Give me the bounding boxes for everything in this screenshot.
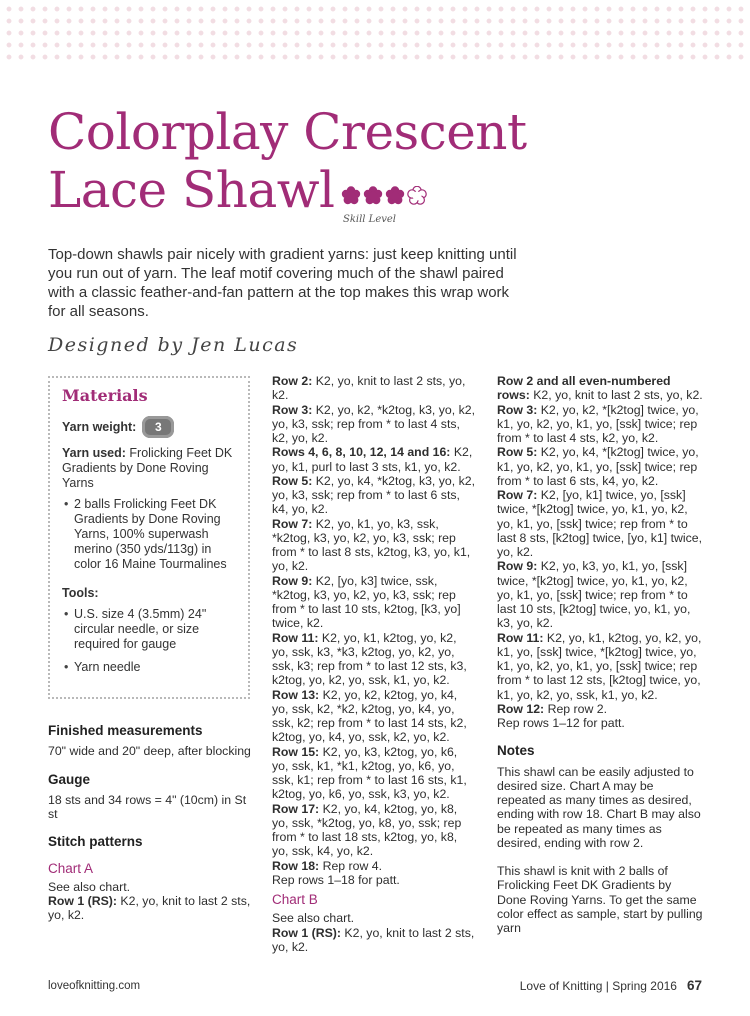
row-label: Row 17:	[272, 801, 320, 816]
yarn-used-value: Frolicking Feet DK Gradients by Done Roving Yarns	[62, 446, 233, 490]
row-label: Row 1 (RS):	[48, 894, 117, 908]
row-text: Rep row 2.	[544, 701, 608, 716]
row-text: K2, yo, k2, *[k2tog] twice, yo, k1, yo, k2, yo, k1, yo, [ssk] twice; rep from * to last 4 sts, k2, yo, k2.	[497, 402, 699, 445]
row-text: K2, [yo, k1] twice, yo, [ssk] twice, *[k2tog] twice, yo, k1, yo, k2, yo, k1, yo, [ssk] twice; rep from * to last 8 sts, [k2tog] twice, [yo, k1] twice, yo, k2.	[497, 488, 703, 559]
row-label: Row 11:	[497, 630, 544, 645]
row-label: Row 9:	[272, 573, 313, 588]
row-text: K2, yo, k1, purl to last 3 sts, k1, yo, k2.	[272, 445, 473, 474]
skill-flower-icon	[363, 186, 383, 206]
notes-heading: Notes	[497, 743, 535, 759]
pattern-row	[497, 631, 703, 702]
pattern-row	[497, 445, 703, 488]
row-label: Row 18:	[272, 858, 320, 873]
title-line-2: Lace Shawl	[48, 161, 335, 219]
row-text: K2, yo, k3, k2tog, yo, k6, yo, ssk, k1, *k1, k2tog, yo, k6, yo, ssk, k1; rep from * to last 16 sts, k1, k2tog, yo, k6, yo, ssk, k3, yo, k2.	[272, 744, 467, 802]
pattern-row	[497, 559, 703, 630]
row-label: Rows 4, 6, 8, 10, 12, 14 and 16:	[272, 445, 451, 460]
stitch-patterns-heading: Stitch patterns	[48, 834, 143, 850]
list-item: • U.S. size 4 (3.5mm) 24" circular needle, or size required for gauge	[74, 607, 238, 652]
pattern-row	[272, 374, 476, 403]
materials-heading: Materials	[62, 386, 148, 405]
finished-measurements-text: 70" wide and 20" deep, after blocking	[48, 744, 251, 759]
row-text: K2, yo, k2, *k2tog, k3, yo, k2, yo, k3, ssk; rep from * to last 4 sts, k2, yo, k2.	[272, 402, 475, 445]
skill-flower-icon	[341, 186, 361, 206]
yarn-list	[62, 497, 238, 572]
row-text: K2, yo, knit to last 2 sts, yo, k2.	[272, 374, 466, 403]
skill-level-rating	[341, 186, 427, 206]
footer-magazine: Love of Knitting	[519, 979, 603, 993]
pattern-row	[497, 403, 703, 446]
row-label: Row 15:	[272, 744, 320, 759]
pattern-row	[272, 403, 476, 446]
pattern-row	[272, 745, 476, 802]
skill-flower-icon	[407, 186, 427, 206]
skill-level-label: Skill Level	[343, 214, 397, 225]
chart-a-repeat-note: Rep rows 1–18 for patt.	[272, 872, 400, 887]
row-label: Row 5:	[272, 473, 313, 488]
chart-b-row-1	[272, 926, 476, 955]
tools-heading: Tools:	[62, 586, 99, 600]
chart-b-see-also: See also chart.	[272, 911, 355, 926]
chart-b-rows	[497, 374, 703, 716]
left-column	[48, 724, 253, 923]
list-item: • 2 balls Frolicking Feet DK Gradients by Done Roving Yarns, 100% superwash merino (350 yds/113g) in color 16 Maine Tourmalines	[74, 497, 238, 572]
pattern-row	[272, 474, 476, 517]
row-text: K2, yo, k1, k2tog, yo, k2, yo, k1, yo, [ssk] twice, *[k2tog] twice, yo, k1, yo, k2, yo, k1, yo, [ssk] twice; rep from * to last 12 sts, [k2tog] twice, yo, k1, yo, k2, yo, ssk, k1, yo, k2.	[497, 630, 702, 702]
pattern-row	[272, 802, 476, 859]
yarn-used-label: Yarn used:	[62, 446, 126, 460]
pattern-row	[497, 702, 703, 716]
yarn-weight-row	[62, 416, 238, 438]
row-text: K2, yo, k3, yo, k1, yo, [ssk] twice, *[k2tog] twice, yo, k1, yo, k2, yo, k1, yo, [ssk] twice; rep from * to last 10 sts, [k2tog] twice, yo, k1, yo, k3, yo, k2.	[497, 559, 691, 631]
row-text: K2, yo, knit to last 2 sts, yo, k2.	[48, 894, 251, 923]
row-text: K2, yo, k2, k2tog, yo, k4, yo, ssk, k2, *k2, k2tog, yo, k4, yo, ssk, k2; rep from * to last 14 sts, k2, k2tog, yo, k4, yo, ssk, k2, yo, k2.	[272, 687, 467, 745]
page-title	[48, 103, 527, 219]
chart-a-heading: Chart A	[48, 860, 94, 876]
skill-flower-icon	[385, 186, 405, 206]
yarn-weight-icon	[142, 416, 174, 438]
row-label: Row 7:	[272, 516, 313, 531]
chart-a-see-also: See also chart.	[48, 879, 131, 894]
row-label: Row 9:	[497, 559, 538, 574]
yarn-weight-value: 3	[154, 419, 162, 434]
row-label: Row 12:	[497, 701, 545, 716]
row-text: K2, yo, k4, k2tog, yo, k8, yo, ssk, *k2tog, yo, k8, yo, ssk; rep from * to last 18 sts, k2tog, yo, k8, yo, ssk, k4, yo, k2.	[272, 801, 462, 859]
row-text: K2, yo, k4, *k2tog, k3, yo, k2, yo, k3, ssk; rep from * to last 6 sts, k4, yo, k2.	[272, 473, 475, 517]
page-number: 67	[686, 978, 702, 993]
intro-paragraph: Top-down shawls pair nicely with gradient yarns: just keep knitting until you run out of yarn. The leaf motif covering much of the shawl paired with a classic feather-and-fan pattern at the top makes this wrap work for all seasons.	[48, 246, 517, 320]
chart-a-row-1	[48, 894, 253, 923]
yarn-weight-label: Yarn weight:	[62, 419, 137, 434]
row-text: K2, yo, k1, k2tog, yo, k2, yo, ssk, k3, *k3, k2tog, yo, k2, yo, ssk, k3; rep from * to last 12 sts, k3, k2tog, yo, k2, yo, ssk, k1, yo, k2.	[272, 630, 467, 688]
middle-column	[272, 374, 476, 954]
row-label: Row 13:	[272, 687, 320, 702]
row-label: Row 2 and all even-numbered rows:	[497, 374, 671, 403]
row-text: K2, [yo, k3] twice, ssk, *k2tog, k3, yo, k2, yo, k3, ssk; rep from * to last 10 sts, k2tog, [k3, yo] twice, k2.	[272, 573, 461, 631]
pattern-row	[272, 574, 476, 631]
row-text: K2, yo, k1, yo, k3, ssk, *k2tog, k3, yo, k2, yo, k3, ssk; rep from * to last 8 sts, k2tog, k3, yo, k1, yo, k2.	[272, 516, 471, 574]
row-text: K2, yo, knit to last 2 sts, yo, k2.	[272, 925, 475, 954]
list-item: • Yarn needle	[74, 660, 238, 675]
pattern-row	[272, 517, 476, 574]
notes-paragraph-1: This shawl can be easily adjusted to desired size. Chart A may be repeated as many times as desired, ending with row 18. Chart B may also be repeated as many times as desired, ending with row 2.	[497, 764, 701, 850]
row-text: Rep row 4.	[319, 858, 383, 873]
footer-publication: Love of Knitting | Spring 2016 67	[519, 978, 702, 993]
row-label: Row 3:	[497, 402, 538, 417]
row-label: Row 5:	[497, 445, 538, 460]
pattern-row	[497, 374, 703, 403]
chart-b-heading: Chart B	[272, 892, 318, 907]
chart-b-repeat-note: Rep rows 1–12 for patt.	[497, 716, 625, 730]
chart-a-rows	[272, 374, 476, 873]
row-text: K2, yo, k4, *[k2tog] twice, yo, k1, yo, k2, yo, k1, yo, [ssk] twice; rep from * to last 6 sts, k4, yo, k2.	[497, 445, 699, 488]
pattern-row	[272, 688, 476, 745]
pattern-row	[272, 445, 476, 474]
row-label: Row 7:	[497, 488, 538, 502]
notes-paragraph-2: This shawl is knit with 2 balls of Frolicking Feet DK Gradients by Done Roving Yarns. To get the same color effect as sample, start by pulling yarn	[497, 864, 703, 935]
gauge-heading: Gauge	[48, 771, 91, 787]
materials-box	[48, 376, 250, 699]
gauge-text: 18 sts and 34 rows = 4" (10cm) in St st	[48, 792, 247, 821]
yarn-used	[62, 446, 238, 491]
row-label: Row 2:	[272, 374, 313, 388]
designer-credit: Designed by Jen Lucas	[48, 334, 299, 356]
pattern-row	[272, 859, 476, 873]
right-column	[497, 374, 703, 935]
finished-measurements-heading: Finished measurements	[48, 723, 203, 738]
footer-website: loveofknitting.com	[48, 980, 141, 992]
title-line-1: Colorplay Crescent	[48, 103, 527, 161]
dotted-header-band	[0, 0, 750, 62]
row-label: Row 11:	[272, 630, 319, 645]
pattern-row	[497, 488, 703, 559]
row-label: Row 3:	[272, 402, 313, 417]
pattern-row	[272, 631, 476, 688]
row-text: K2, yo, knit to last 2 sts, yo, k2.	[529, 388, 703, 403]
row-label: Row 1 (RS):	[272, 925, 341, 940]
footer-issue: Spring 2016	[612, 979, 677, 993]
tools-list	[62, 607, 238, 675]
